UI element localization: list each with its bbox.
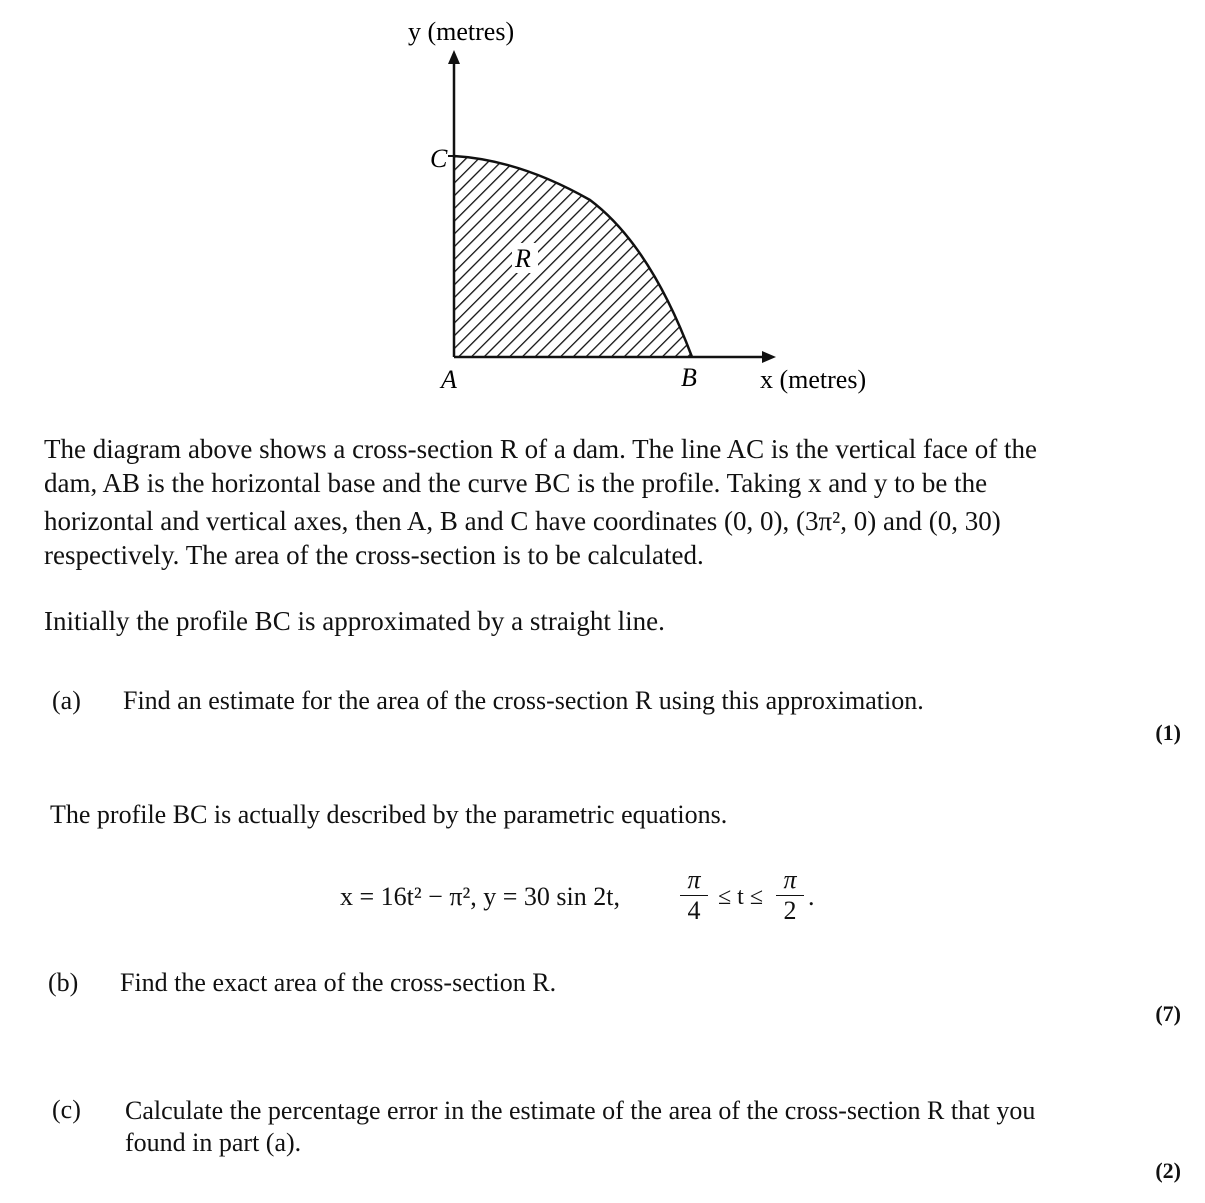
part-b-label: (b): [48, 968, 79, 997]
y-axis-arrow: [448, 50, 460, 64]
x-axis-arrow: [762, 351, 776, 363]
fraction-1-denominator: 4: [687, 896, 701, 925]
x-axis-label: x (metres): [760, 365, 867, 394]
approx-text: Initially the profile BC is approximated by a straight line.: [44, 606, 665, 636]
equation-main: x = 16t² − π², y = 30 sin 2t,: [340, 882, 620, 911]
y-axis-label: y (metres): [408, 17, 515, 46]
point-b-label: B: [681, 363, 697, 392]
region-r-hatch: [454, 156, 692, 357]
dam-cross-section-diagram: [0, 0, 1205, 410]
part-c-text: [125, 1095, 1035, 1159]
part-a-label: (a): [52, 686, 81, 715]
region-r-label: R: [515, 244, 531, 273]
part-a-marks: (1): [1155, 720, 1181, 745]
parametric-intro: The profile BC is actually described by the parametric equations.: [50, 800, 728, 829]
fraction-1-numerator: π: [687, 865, 701, 894]
intro-line-1: The diagram above shows a cross-section R of a dam. The line AC is the vertical face of the: [44, 434, 1037, 464]
fraction-pi-over-4: [680, 866, 708, 925]
equation-period: .: [808, 882, 815, 911]
part-a-text: Find an estimate for the area of the cross-section R using this approximation.: [123, 686, 924, 715]
part-c-line-1: Calculate the percentage error in the estimate of the area of the cross-section R that you: [125, 1096, 1036, 1125]
fraction-2-denominator: 2: [783, 896, 797, 925]
part-c-label: (c): [52, 1095, 81, 1124]
intro-line-3: horizontal and vertical axes, then A, B and C have coordinates (0, 0), (3π², 0) and (0, 30): [44, 506, 1001, 536]
part-b-marks: (7): [1155, 1001, 1181, 1026]
part-c-marks: (2): [1155, 1158, 1181, 1183]
fraction-2-numerator: π: [783, 865, 797, 894]
fraction-pi-over-2: [776, 866, 804, 925]
part-b-text: Find the exact area of the cross-section R.: [120, 968, 557, 997]
intro-line-4: respectively. The area of the cross-section is to be calculated.: [44, 540, 704, 570]
intro-line-2: dam, AB is the horizontal base and the curve BC is the profile. Taking x and y to be the: [44, 468, 988, 498]
inequality: ≤ t ≤: [718, 884, 764, 910]
point-c-label: C: [430, 144, 448, 173]
point-a-label: A: [441, 365, 457, 394]
part-c-line-2: found in part (a).: [125, 1128, 302, 1157]
intro-paragraph: [44, 432, 1037, 572]
